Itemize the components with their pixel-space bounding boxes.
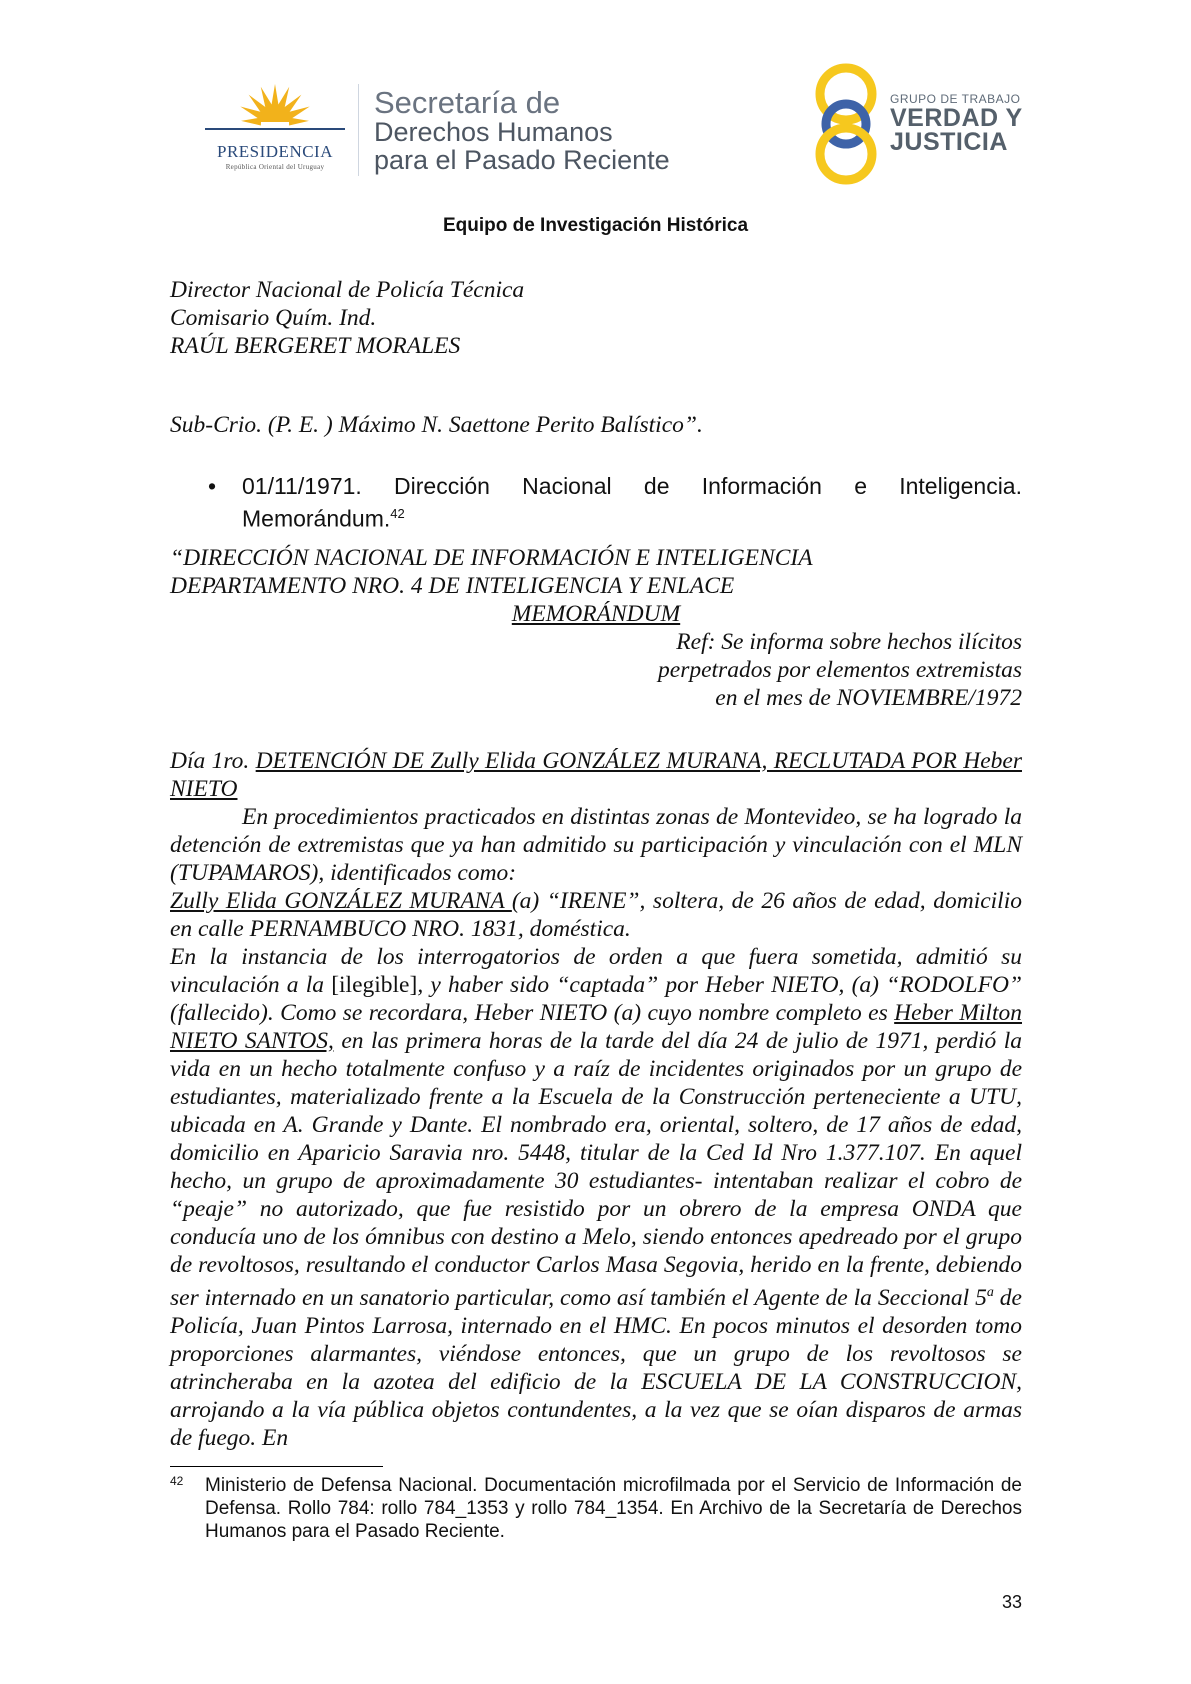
paragraph-3-b: , y haber sido “captada” por Heber NIETO, (a) “RODOLFO” (fallecido). Como se recordara, Heber NIETO (a) cuyo nombre completo es bbox=[170, 972, 1022, 1026]
secretaria-title bbox=[374, 85, 670, 175]
secretaria-line2: Derechos Humanos bbox=[374, 117, 613, 147]
secretaria-line3: para el Pasado Reciente bbox=[374, 145, 670, 175]
gtvj-line1: GRUPO DE TRABAJO bbox=[890, 92, 1021, 106]
detainee-name: Zully Elida GONZÁLEZ MURANA bbox=[170, 888, 512, 914]
paragraph-1: En procedimientos practicados en distintas zonas de Montevideo, se ha logrado la detención de extremistas que ya han admitido su participación y vinculación con el MLN (TUPAMAROS), identificados como: bbox=[170, 804, 1022, 886]
presidencia-logo bbox=[195, 82, 355, 177]
paragraph-3-a: En la instancia de los interrogatorios de orden a que fuera sometida, admitió su vinculación a la bbox=[170, 944, 1022, 998]
subcrio-line: Sub-Crio. (P. E. ) Máximo N. Saettone Perito Balístico”. bbox=[170, 412, 703, 438]
gtvj-text bbox=[890, 92, 1023, 154]
bullet-word: 01/11/1971. bbox=[242, 473, 362, 499]
paragraph-2 bbox=[170, 887, 1022, 943]
dia-heading-text: DETENCIÓN DE Zully Elida GONZÁLEZ MURANA, RECLUTADA POR Heber NIETO bbox=[170, 748, 1022, 802]
memo-line1: “DIRECCIÓN NACIONAL DE INFORMACIÓN E INTELIGENCIA bbox=[170, 545, 813, 571]
footnote-ref[interactable]: 42 bbox=[390, 506, 405, 521]
gtvj-line2: VERDAD Y bbox=[890, 104, 1023, 132]
secretaria-line1: Secretaría de bbox=[374, 85, 561, 120]
signature-line1: Director Nacional de Policía Técnica bbox=[170, 277, 525, 303]
nieto-full-name: Heber Milton NIETO SANTOS, bbox=[170, 1000, 1022, 1054]
paragraph-2-rest: (a) “IRENE”, soltera, de 26 años de edad, domicilio en calle PERNAMBUCO NRO. 1831, doméstica. bbox=[170, 888, 1022, 942]
signature-line2: Comisario Quím. Ind. bbox=[170, 305, 377, 331]
rings-icon bbox=[810, 62, 890, 187]
paragraph-3-d: de Policía, Juan Pintos Larrosa, internado en el HMC. En pocos minutos el desorden tomo proporciones alarmantes, viéndose entonces, que un grupo de los revoltosos se atrincheraba en la azotea del edificio de la ESCUELA DE LA CONSTRUCCION, arrojando a la vía pública objetos contundentes, a la vez que se oían disparos de armas de fuego. En bbox=[170, 1284, 1022, 1451]
footnote-text: Ministerio de Defensa Nacional. Documentación microfilmada por el Servicio de Información de Defensa. Rollo 784: rollo 784_1353 y rollo 784_1354. En Archivo de la Secretaría de Derechos Humanos para el Pasado Reciente. bbox=[205, 1475, 1022, 1542]
bullet-line1 bbox=[242, 472, 1022, 500]
bullet-word: Dirección bbox=[394, 473, 490, 499]
presidencia-subtitle: República Oriental del Uruguay bbox=[225, 163, 325, 171]
gtvj-line3: JUSTICIA bbox=[890, 128, 1008, 156]
gtvj-logo bbox=[810, 62, 1040, 187]
dia-heading bbox=[170, 747, 1022, 803]
bullet-dot-icon: • bbox=[208, 473, 217, 499]
presidencia-wordmark: PRESIDENCIA bbox=[216, 142, 333, 161]
sun-icon bbox=[195, 82, 355, 144]
footnote-rule bbox=[170, 1466, 383, 1467]
paragraph-3 bbox=[170, 943, 1022, 1452]
footnote-number: 42 bbox=[170, 1474, 184, 1488]
ordinal-mark: a bbox=[986, 1285, 994, 1300]
ref-line1: Ref: Se informa sobre hechos ilícitos bbox=[676, 629, 1022, 655]
ref-line3: en el mes de NOVIEMBRE/1972 bbox=[715, 685, 1022, 711]
team-title: Equipo de Investigación Histórica bbox=[442, 215, 749, 236]
bullet-memorandum: Memorándum. bbox=[242, 505, 391, 532]
memo-reference bbox=[658, 628, 1022, 711]
page-number: 33 bbox=[1001, 1592, 1022, 1612]
ref-line2: perpetrados por elementos extremistas bbox=[658, 657, 1022, 683]
ilegible-mark: [ilegible] bbox=[331, 972, 418, 998]
bullet-line2 bbox=[242, 500, 1022, 533]
memo-heading bbox=[170, 544, 1022, 711]
bullet-word: de bbox=[643, 473, 670, 499]
memo-body bbox=[170, 747, 1022, 1452]
signature-block bbox=[170, 276, 1022, 360]
header-divider bbox=[358, 84, 359, 176]
memo-line2: DEPARTAMENTO NRO. 4 DE INTELIGENCIA Y ENLACE bbox=[170, 573, 735, 599]
bullet-word: Información bbox=[701, 473, 822, 499]
bullet-word: Nacional bbox=[522, 473, 612, 499]
paragraph-3-c: en las primera horas de la tarde del día 24 de julio de 1971, perdió la vida en un hecho totalmente confuso y a raíz de incidentes originados por un grupo de estudiantes, materializado frente a la Escuela de la Construcción perteneciente a UTU, ubicada en A. Grande y Dante. El nombrado era, oriental, soltero, de 17 años de edad, domicilio en Aparicio Saravia nro. 5448, titular de la Ced Id Nro 1.377.107. En aquel hecho, un grupo de aproximadamente 30 estudiantes- intentaban realizar el cobro de “peaje” no autorizado, que fue resistido por un obrero de la empresa ONDA que conducía uno de los ómnibus con destino a Melo, siendo entonces apedreado por el grupo de revoltosos, resultando el conductor Carlos Masa Segovia, herido en la frente, debiendo ser internado en un sanatorio particular, como así también el Agente de la Seccional 5 bbox=[170, 1028, 1022, 1311]
dia-prefix: Día 1ro. bbox=[170, 748, 256, 774]
bullet-word: e bbox=[854, 473, 867, 499]
signature-line3: RAÚL BERGERET MORALES bbox=[170, 333, 461, 359]
memo-title: MEMORÁNDUM bbox=[511, 601, 681, 627]
bullet-word: Inteligencia. bbox=[899, 473, 1022, 499]
